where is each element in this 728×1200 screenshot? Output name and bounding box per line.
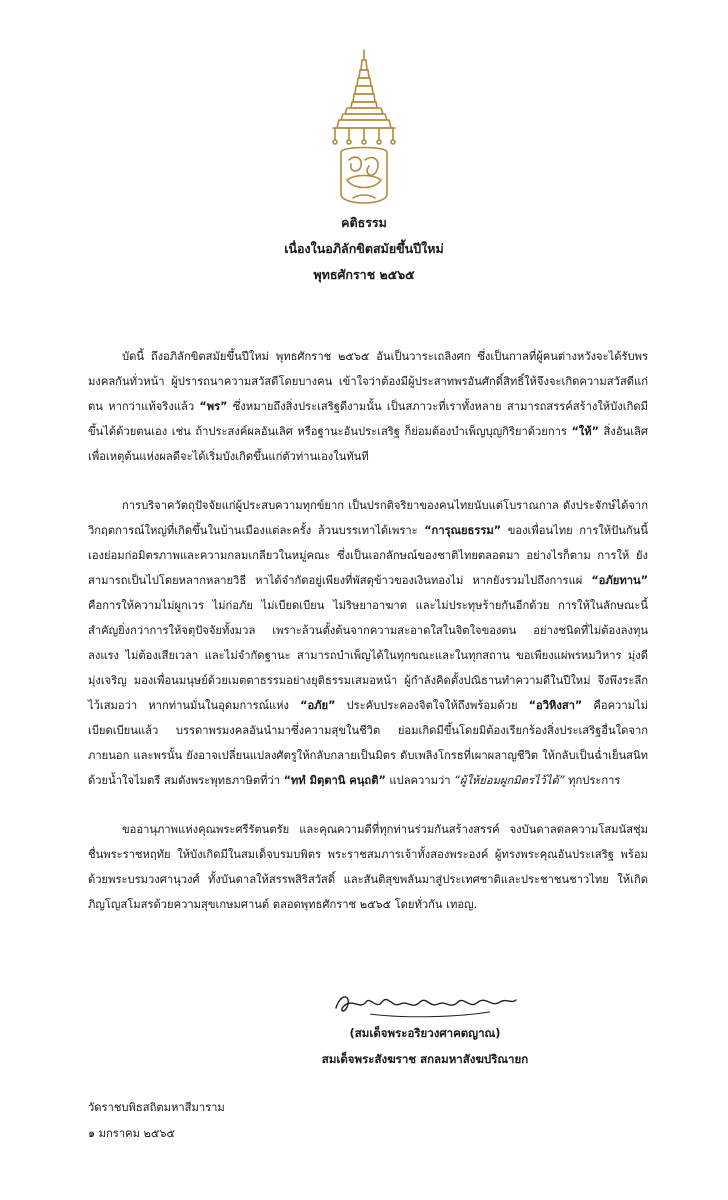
signatory-position: สมเด็จพระสังฆราช สกลมหาสังฆปริณายก [321,1052,529,1066]
text-run: ทุกประการ [564,774,621,787]
text-run: คือการให้ความไม่ผูกเวร ไม่ก่อภัย ไม่เบียดเบียน ไม่ริษยาอาฆาต และไม่ประทุษร้ายกันอีกด้วย การให้ในลักษณะนี้สำคัญยิ่งกว่าการให้จตุปัจจัยทั้งมวล เพราะล้วนตั้งต้นจากความสะอาดใสในจิตใจของตน อย่างชนิดที่ไม่ต้องลงทุนลงแรง ไม่ต้องเสียเวลา และไม่จำกัดฐานะ สามารถบำเพ็ญได้ในทุกขณะและในทุกสถาน ขอเพียงแผ่พรหมวิหาร มุ่งดี มุ่งเจริญ มองเพื่อนมนุษย์ด้วยเมตตาธรรมอย่างยุติธรรมเสมอหน้า ผู้กำลังคิดตั้งปณิธานทำความดีในปีใหม่ จึงพึงระลึกไว้เสมอว่า หากท่านมั่นในอุดมการณ์แห่ง [88,599,648,712]
paragraph [88,493,648,793]
letter-body [88,344,648,941]
heading-occasion: เนื่องในอภิลักขิตสมัยขึ้นปีใหม่ [284,241,444,256]
signatory-name: (สมเด็จพระอริยวงศาคตญาณ) [349,1026,501,1040]
emphasis-term: “พร” [199,400,228,413]
text-run: แปลความว่า [385,774,455,787]
text-run: คือความไม่เบียดเบียนแล้ว บรรดาพรมงคลอันนำมาซึ่งความสุขในชีวิต ย่อมเกิดมีขึ้นโดยมิต้องเรียกร้องสิ่งประเสริฐอื่นใดจากภายนอก และพรนั้น ยังอาจเปลี่ยนแปลงศัตรูให้กลับกลายเป็นมิตร ดับเพลิงโกรธที่เผาผลาญชีวิต ให้กลับเป็นฉ่ำเย็นสนิทด้วยน้ำใจไมตรี สมดังพระพุทธภาษิตที่ว่า [88,699,648,787]
emphasis-term: “อวิหิงสา” [528,699,583,712]
emphasis-term: “ททํ มิตฺตานิ คนฺถติ” [283,774,386,787]
text-run: บัดนี้ ถึงอภิลักขิตสมัยขึ้นปีใหม่ พุทธศักราช ๒๕๖๕ อันเป็นวาระเถลิงศก ซึ่งเป็นกาลที่ผู้คนต่างหวังจะได้รับพรมงคลกันทั่วหน้า ผู้ปรารถนาความสวัสดีโดยบางคน เข้าใจว่าต้องมีผู้ประสาทพรอันศักดิ์สิทธิ์ให้จึงจะเกิดความสวัสดีแก่ตน หากว่าแท้จริงแล้ว [88,350,648,413]
emphasis-term: “อภัย” [300,699,336,712]
emphasis-term: “การุณยธรรม” [424,524,502,537]
text-run: การบริจาควัตถุปัจจัยแก่ผู้ประสบความทุกข์ยาก เป็นปรกติจริยาของคนไทยนับแต่โบราณกาล ดังประจักษ์ได้จากวิกฤตการณ์ใหญ่ที่เกิดขึ้นในบ้านเมืองแต่ละครั้ง ล้วนบรรเทาได้เพราะ [88,499,648,537]
text-run: สิ่งอันเลิศ เพื่อเหตุต้นแห่งผลดีจะได้เริ่มบังเกิดขึ้นแก่ตัวท่านเองในทันที [88,425,648,463]
text-run: ซึ่งหมายถึงสิ่งประเสริฐดีงามนั้น เป็นสภาวะที่เราทั้งหลาย สามารถสรรค์สร้างให้บังเกิดมีขึ้นได้ด้วยตนเอง เช่น ถ้าประสงค์ผลอันเลิศ หรือฐานะอันประเสริฐ ก็ย่อมต้องบำเพ็ญบุญกิริยาด้วยการ [88,400,648,438]
text-run: ของเพื่อนไทย การให้ปันกันนี้เองย่อมก่อมิตรภาพและความกลมเกลียวในหมู่คณะ ซึ่งเป็นเอกลักษณ์ของชาติไทยตลอดมา อย่างไรก็ตาม การให้ ยังสามารถเป็นไปโดยหลากหลายวิธี หาได้จำกัดอยู่เพียงที่พัสดุข้าวของเงินทองไม่ หากยังรวมไปถึงการแผ่ [88,524,648,587]
emphasis-term: “อภัยทาน” [591,574,648,587]
heading-title: คติธรรม [341,215,387,230]
letter-footer [88,1095,225,1147]
emphasis-term: “ให้” [571,425,599,438]
translation-quote: “ผู้ให้ย่อมผูกมิตรไว้ได้” [454,774,565,787]
handwritten-signature [330,988,520,1020]
letter-heading [0,210,728,288]
issuing-place: วัดราชบพิธสถิตมหาสีมาราม [88,1101,225,1114]
paragraph [88,817,648,917]
issue-date: ๑ มกราคม ๒๕๖๕ [88,1127,175,1140]
signature-block [260,988,590,1072]
royal-emblem-icon [329,48,399,216]
text-run: ขออานุภาพแห่งคุณพระศรีรัตนตรัย และคุณความดีที่ทุกท่านร่วมกันสร้างสรรค์ จงบันดาลดลความโสมนัสชุ่มชื่นพระราชหฤทัย ให้บังเกิดมีในสมเด็จบรมบพิตร พระราชสมภารเจ้าทั้งสองพระองค์ ผู้ทรงพระคุณอันประเสริฐ พร้อมด้วยพระบรมวงศานุวงศ์ ทั้งบันดาลให้สรรพสิริสวัสดิ์ และสันติสุขพลันมาสู่ประเทศชาติและประชาชนชาวไทย ให้เกิดภิญโญสโมสรด้วยความสุขเกษมศานต์ ตลอดพุทธศักราช ๒๕๖๕ โดยทั่วกัน เทอญ. [88,823,648,911]
paragraph [88,344,648,469]
heading-year: พุทธศักราช ๒๕๖๕ [313,267,415,282]
text-run: ประคับประคองจิตใจให้ถึงพร้อมด้วย [335,699,529,712]
